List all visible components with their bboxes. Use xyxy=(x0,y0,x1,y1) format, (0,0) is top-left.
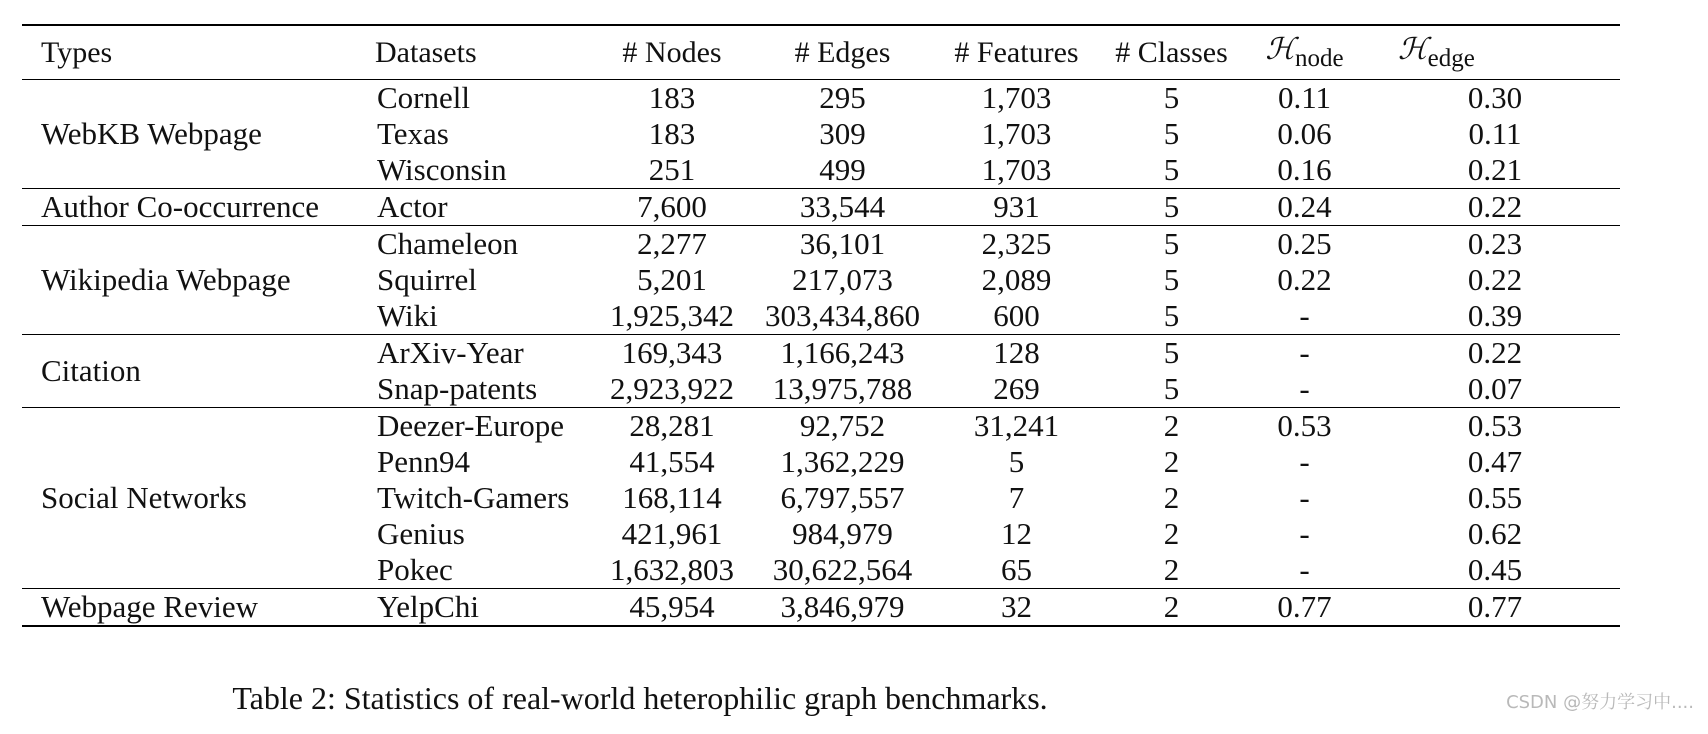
type-cell: Citation xyxy=(22,335,356,408)
dataset-cell: YelpChi xyxy=(356,589,588,627)
h-node-cell: - xyxy=(1299,480,1310,515)
edges-cell: 33,544 xyxy=(756,189,929,226)
dataset-cell: Texas xyxy=(377,116,449,151)
features-cell: 32 xyxy=(929,589,1104,627)
statistics-table xyxy=(22,24,1620,627)
header-classes: # Classes xyxy=(1104,25,1239,80)
dataset-cell: Cornell xyxy=(377,80,470,115)
h-node-symbol: ℋ xyxy=(1265,32,1296,67)
dataset-cell: Penn94 xyxy=(377,444,470,479)
h-node-cell: - xyxy=(1299,371,1310,406)
h-edge-cell: 0.11 xyxy=(1468,116,1522,151)
h-node-cell: - xyxy=(1299,552,1310,587)
h-node-cell: - xyxy=(1239,335,1370,372)
edges-cell: 303,434,860 xyxy=(765,298,920,333)
h-edge-cell: 0.22 xyxy=(1370,189,1620,226)
features-cell: 128 xyxy=(929,335,1104,372)
nodes-cell: 1,925,342 xyxy=(610,298,734,333)
edges-cell: 217,073 xyxy=(792,262,893,297)
classes-cell: 2 xyxy=(1163,516,1180,551)
h-edge-cell: 0.45 xyxy=(1467,552,1523,587)
features-cell: 1,703 xyxy=(981,116,1052,151)
classes-cell: 5 xyxy=(1163,262,1180,297)
table-row xyxy=(22,226,1620,263)
type-cell: Webpage Review xyxy=(22,589,356,627)
features-cell: 5 xyxy=(1008,444,1025,479)
dataset-cell: Twitch-Gamers xyxy=(377,480,570,515)
header-row xyxy=(22,25,1620,80)
nodes-cell: 183 xyxy=(648,80,696,115)
edges-cell: 1,166,243 xyxy=(756,335,929,372)
features-cell: 2,325 xyxy=(929,226,1104,263)
nodes-cell: 168,114 xyxy=(622,480,722,515)
classes-cell: 5 xyxy=(1163,298,1180,333)
features-cell: 12 xyxy=(1001,516,1032,551)
features-cell: 600 xyxy=(993,298,1040,333)
h-edge-cell: 0.62 xyxy=(1467,516,1523,551)
features-cell: 7 xyxy=(1008,480,1025,515)
dataset-cell: Deezer-Europe xyxy=(356,408,588,445)
nodes-cell: 169,343 xyxy=(588,335,756,372)
nodes-cell: 41,554 xyxy=(629,444,715,479)
classes-cell: 5 xyxy=(1163,116,1180,151)
nodes-cell: 5,201 xyxy=(637,262,707,297)
edges-cell: 499 xyxy=(819,152,866,187)
nodes-cell: 421,961 xyxy=(621,516,723,551)
nodes-cell: 7,600 xyxy=(588,189,756,226)
csdn-watermark: CSDN @努力学习中.... xyxy=(1506,692,1694,713)
h-edge-symbol: ℋ xyxy=(1398,32,1428,67)
h-edge-cell: 0.39 xyxy=(1467,298,1523,333)
nodes-cell: 1,632,803 xyxy=(610,552,734,587)
type-cell: Wikipedia Webpage xyxy=(22,226,356,335)
header-h-node xyxy=(1239,25,1370,80)
classes-cell: 2 xyxy=(1163,444,1180,479)
dataset-cell: Chameleon xyxy=(356,226,588,263)
edges-cell: 1,362,229 xyxy=(780,444,905,479)
header-types: Types xyxy=(22,25,356,80)
dataset-cell: Squirrel xyxy=(377,262,477,297)
type-cell: Social Networks xyxy=(22,408,356,589)
edges-cell: 6,797,557 xyxy=(780,480,905,515)
header-datasets: Datasets xyxy=(356,25,588,80)
h-node-cell: 0.16 xyxy=(1277,152,1332,187)
h-node-cell: 0.25 xyxy=(1239,226,1370,263)
h-node-cell: 0.06 xyxy=(1277,116,1332,151)
features-cell: 65 xyxy=(1001,552,1032,587)
dataset-cell: Actor xyxy=(356,189,588,226)
h-edge-cell: 0.22 xyxy=(1370,335,1620,372)
nodes-cell: 183 xyxy=(648,116,696,151)
h-node-cell: 0.24 xyxy=(1239,189,1370,226)
classes-cell: 5 xyxy=(1163,371,1180,406)
h-edge-cell: 0.47 xyxy=(1467,444,1523,479)
type-cell: Author Co-occurrence xyxy=(22,189,356,226)
table-row xyxy=(22,589,1620,627)
features-cell: 31,241 xyxy=(929,408,1104,445)
nodes-cell: 45,954 xyxy=(588,589,756,627)
dataset-cell: ArXiv-Year xyxy=(356,335,588,372)
h-node-cell: - xyxy=(1299,516,1310,551)
nodes-cell: 251 xyxy=(648,152,696,187)
edges-cell: 92,752 xyxy=(756,408,929,445)
nodes-cell: 2,277 xyxy=(588,226,756,263)
dataset-cell: Wisconsin xyxy=(377,152,507,187)
classes-cell: 2 xyxy=(1163,552,1180,587)
h-edge-cell: 0.55 xyxy=(1467,480,1523,515)
classes-cell: 2 xyxy=(1104,408,1239,445)
h-edge-cell: 0.53 xyxy=(1370,408,1620,445)
edges-cell: 30,622,564 xyxy=(772,552,913,587)
h-edge-cell: 0.30 xyxy=(1467,80,1523,115)
classes-cell: 5 xyxy=(1104,226,1239,263)
table-row xyxy=(22,189,1620,226)
dataset-cell: Pokec xyxy=(377,552,453,587)
edges-cell: 984,979 xyxy=(792,516,893,551)
h-edge-cell: 0.22 xyxy=(1467,262,1523,297)
dataset-cell: Wiki xyxy=(377,298,438,333)
table-row xyxy=(22,80,1620,117)
h-node-cell: - xyxy=(1299,298,1310,333)
table-body xyxy=(22,80,1620,627)
dataset-cell: Snap-patents xyxy=(377,371,538,406)
h-edge-cell: 0.77 xyxy=(1370,589,1620,627)
header-nodes: # Nodes xyxy=(588,25,756,80)
edges-cell: 36,101 xyxy=(756,226,929,263)
features-cell: 269 xyxy=(993,371,1040,406)
h-node-cell: 0.77 xyxy=(1239,589,1370,627)
features-cell: 1,703 xyxy=(981,80,1052,115)
classes-cell: 5 xyxy=(1163,152,1180,187)
edges-cell: 295 xyxy=(819,80,866,115)
h-edge-subscript: edge xyxy=(1427,45,1475,72)
h-edge-cell: 0.23 xyxy=(1370,226,1620,263)
features-cell: 1,703 xyxy=(981,152,1052,187)
table-row xyxy=(22,408,1620,445)
nodes-cell: 2,923,922 xyxy=(610,371,734,406)
classes-cell: 5 xyxy=(1104,189,1239,226)
features-cell: 931 xyxy=(929,189,1104,226)
table-caption: Table 2: Statistics of real-world heterophilic graph benchmarks. xyxy=(232,680,1048,716)
dataset-cell: Genius xyxy=(377,516,465,551)
h-node-cell: 0.22 xyxy=(1277,262,1332,297)
h-node-cell: 0.11 xyxy=(1277,80,1332,115)
edges-cell: 13,975,788 xyxy=(772,371,913,406)
type-cell: WebKB Webpage xyxy=(41,116,262,151)
header-features: # Features xyxy=(929,25,1104,80)
nodes-cell: 28,281 xyxy=(588,408,756,445)
header-h-edge xyxy=(1370,25,1620,80)
classes-cell: 2 xyxy=(1163,480,1180,515)
classes-cell: 2 xyxy=(1104,589,1239,627)
features-cell: 2,089 xyxy=(981,262,1052,297)
edges-cell: 309 xyxy=(819,116,866,151)
classes-cell: 5 xyxy=(1163,80,1180,115)
h-node-cell: - xyxy=(1299,444,1310,479)
h-node-cell: 0.53 xyxy=(1239,408,1370,445)
classes-cell: 5 xyxy=(1104,335,1239,372)
edges-cell: 3,846,979 xyxy=(756,589,929,627)
h-edge-cell: 0.07 xyxy=(1467,371,1523,406)
h-node-subscript: node xyxy=(1295,45,1344,72)
header-edges: # Edges xyxy=(756,25,929,80)
h-edge-cell: 0.21 xyxy=(1467,152,1523,187)
table-row xyxy=(22,335,1620,372)
